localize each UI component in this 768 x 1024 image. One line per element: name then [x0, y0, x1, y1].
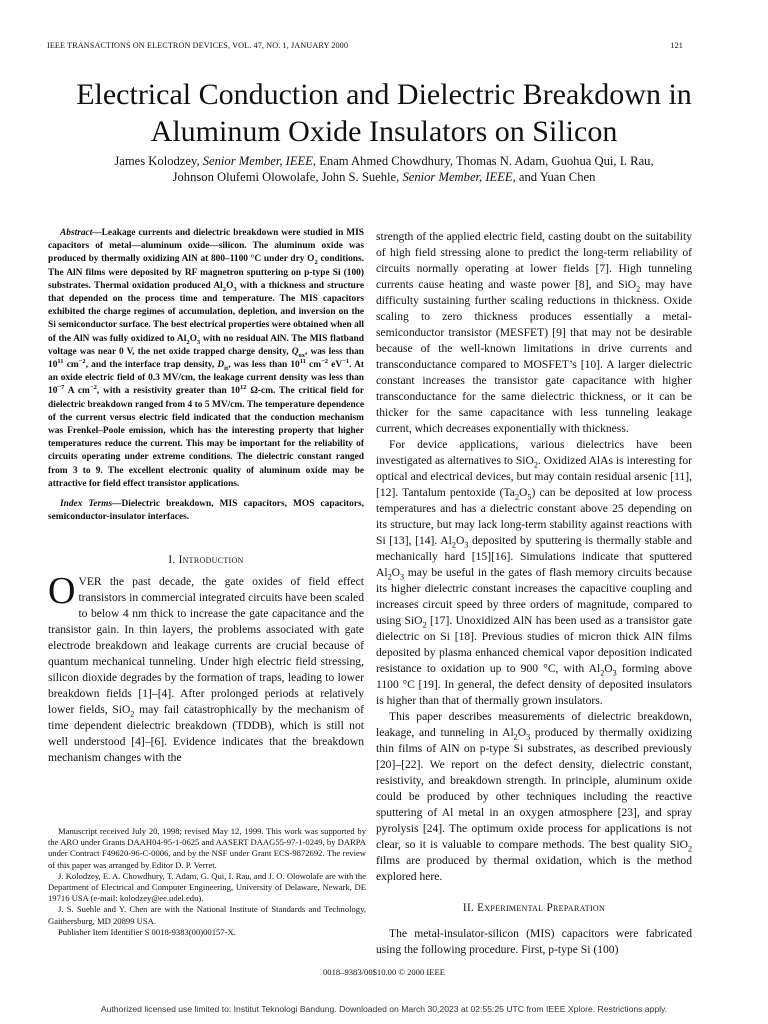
- section-heading-experimental: II. Experimental Preparation: [462, 902, 606, 914]
- paper-title: [20, 76, 748, 150]
- title-line-2: Aluminum Oxide Insulators on Silicon: [150, 115, 618, 148]
- body-paragraph: strength of the applied electric field, casting doubt on the suitability of high field stressing alone to predict the long-term reliability of circuits normally operating at lower fields [7]. High tunneling currents cause heating and waste power [8], and SiO$_2$ may have difficulty sustaining further scaling reductions in thickness. Oxide scaling to zero thickness produces essentially a metal-semiconductor transistor (MESFET) [9] that may not be desirable because of the well-known limitations in drive currents and transconductance compared to MOSFET’s [10]. A larger dielectric constant increases the transistor gate capacitance with higher transconductance for the same dielectric thickness, or it can be thicker for the same capacitance with less tunneling leakage current, which decreases exponentially with thickness.: [376, 230, 692, 435]
- drop-cap: O: [48, 570, 76, 613]
- footnote-manuscript: Manuscript received July 20, 1998; revised May 12, 1999. This work was supported by the ARO under Grants DAAH04-95-1-0625 and AASERT DAAG55-97-1-0249, by DARPA under Contract F49620-96-C-0006, and by the NSF under Grant ECS-9872692. The review of this paper was arranged by Editor D. P. Verret.: [48, 826, 366, 870]
- right-column: [376, 229, 692, 958]
- index-terms: Index Terms—Dielectric breakdown, MIS capacitors, MOS capacitors, semiconductor-insulator interfaces.: [48, 499, 364, 523]
- footnote-publisher-id: Publisher Item Identifier S 0018-9383(00)00157-X.: [58, 926, 236, 937]
- abstract-label: Abstract—: [60, 228, 102, 238]
- page-number: 121: [670, 41, 683, 50]
- body-paragraph: This paper describes measurements of dielectric breakdown, leakage, and tunneling in $Al_2O_3$ produced by thermally oxidizing thin films of AlN on p-type Si substrates, as described previously [20]–[22]. We report on the defect density, dielectric constant, resistivity, and breakdown strength. In principle, aluminum oxide could be produced by other techniques including the reactive sputtering of Al metal in an oxygen atmosphere [23], and spray pyrolysis [24]. The optimum oxide process for applications is not clear, so it is valuable to compare methods. The best quality SiO$_2$ films are produced by thermal oxidation, which is the method explored here.: [376, 710, 692, 883]
- footnote-affiliation-1: J. Kolodzey, E. A. Chowdhury, T. Adam, G. Qui, I. Rau, and J. O. Olowolafe are with the Department of Electrical and Computer Engineering, University of Delaware, Newark, DE 19716 USA (e-mail: kolodzey@ee.udel.edu).: [48, 870, 366, 904]
- left-column: [48, 227, 364, 766]
- body-paragraph: The metal-insulator-silicon (MIS) capacitors were fabricated using the following procedure. First, p-type Si (100): [376, 927, 692, 956]
- author-text: , and Yuan Chen: [512, 170, 596, 184]
- section-heading-introduction: I. Introduction: [168, 554, 244, 567]
- author-role: Senior Member, IEEE: [402, 170, 513, 184]
- running-head: [47, 41, 683, 50]
- footnote-affiliation-2: J. S. Suehle and Y. Chen are with the National Institute of Standards and Technology, Gaithersburg, MD 20899 USA.: [48, 904, 366, 926]
- author-text: , Enam Ahmed Chowdhury, Thomas N. Adam, Guohua Qui, I. Rau,: [312, 154, 654, 168]
- author-text: Johnson Olufemi Olowolafe, John S. Suehle,: [172, 170, 403, 184]
- license-notice: Authorized licensed use limited to: Institut Teknologi Bandung. Downloaded on March 30,2023 at 02:55:25 UTC from IEEE Xplore. Restrictions apply.: [100, 1004, 668, 1014]
- journal-header: IEEE TRANSACTIONS ON ELECTRON DEVICES, VOL. 47, NO. 1, JANUARY 2000: [47, 41, 349, 50]
- title-line-1: Electrical Conduction and Dielectric Breakdown in: [76, 78, 692, 111]
- footnote-block: [48, 826, 366, 938]
- body-paragraph: For device applications, various dielectrics have been investigated as alternatives to SiO$_2$. Oxidized AlAs is interesting for optical and electrical devices, but may contain residual arsenic [11], [12]. Tantalum pentoxide $(Ta_2O_5)$ can be deposited at low process temperatures and has a dielectric constant above 25 depending on its structure, but may lack long-term stability against reactions with Si [13], [14]. $Al_2O_3$ deposited by sputtering is thermally stable and mechanically hard [15][16]. Simulations indicate that sputtered $Al_2O_3$ may be useful in the gates of flash memory circuits because its higher dielectric constant increases the capacitive coupling and increases circuit speed by three orders of magnitude, compared to using SiO$_2$ [17]. Unoxidized AlN has been used as a transistor gate dielectric on Si [18]. Previous studies of micron thick AlN films deposited by plasma enhanced chemical vapor deposition indicated resistance to oxidation up to 900 °C, with $Al_2O_3$ forming above 1100 °C [19]. In general, the defect density of deposited insulators is higher than that of thermally grown insulators.: [376, 438, 692, 707]
- copyright-line: 0018–9383/00$10.00 © 2000 IEEE: [322, 967, 446, 977]
- author-list: [30, 153, 738, 185]
- index-terms-label: Index Terms—: [60, 499, 122, 510]
- author-role: Senior Member, IEEE: [202, 154, 313, 168]
- abstract: Abstract—Leakage currents and dielectric breakdown were studied in MIS capacitors of metal—aluminum oxide—silicon. The aluminum oxide was produced by thermally oxidizing AlN at 800–1100 °C under dry $O_2$ conditions. The AlN films were deposited by RF magnetron sputtering on p-type Si (100) substrates. Thermal oxidation produced $Al_2O_3$ with a thickness and structure that depended on the process time and temperature. The MIS capacitors exhibited the charge regimes of accumulation, depletion, and inversion on the Si semiconductor surface. The best electrical properties were obtained when all of the AlN was fully oxidized to $Al_2O_3$ with no residual AlN. The MIS flatband voltage was near 0 V, the net oxide trapped charge density, $Q_{ox}$, was less than $10^{11}$ $cm^{-2}$, and the interface trap density, $D_{it}$, was less than $10^{11}$ $cm^{-2}$ $eV^{-1}$. At an oxide electric field of 0.3 MV/cm, the leakage current density was less than $10^{-7}$ A $cm^{-2}$, with a resistivity greater than $10^{12}$ Ω-cm. The critical field for dielectric breakdown ranged from 4 to 5 MV/cm. The temperature dependence of the current versus electric field indicated that the conduction mechanism was Frenkel–Poole emission, which has the interesting property that higher temperatures reduce the current. This may be important for the reliability of circuits operating under extreme conditions. The dielectric constant ranged from 3 to 9. The excellent electronic quality of aluminum oxide may be attractive for field effect transistor applications.: [48, 228, 365, 489]
- author-text: James Kolodzey,: [114, 154, 203, 168]
- intro-paragraph: OVER the past decade, the gate oxides of field effect transistors in commercial integrated circuits have been scaled to below 4 nm thick to increase the gate capacitance and the transistor gain. In thin layers, the problems associated with gate electrode breakdown and leakage currents are crucial because of quantum mechanical tunneling. Under high electric field stressing, silicon dioxide degrades by the formation of traps, leading to lower breakdown fields [1]–[4]. After prolonged periods at relatively lower fields, SiO$_2$ may fail catastrophically by the mechanism of time dependent dielectric breakdown (TDDB), which is still not well understood [4]–[6]. Evidence indicates that the breakdown mechanism changes with the: [48, 570, 364, 765]
